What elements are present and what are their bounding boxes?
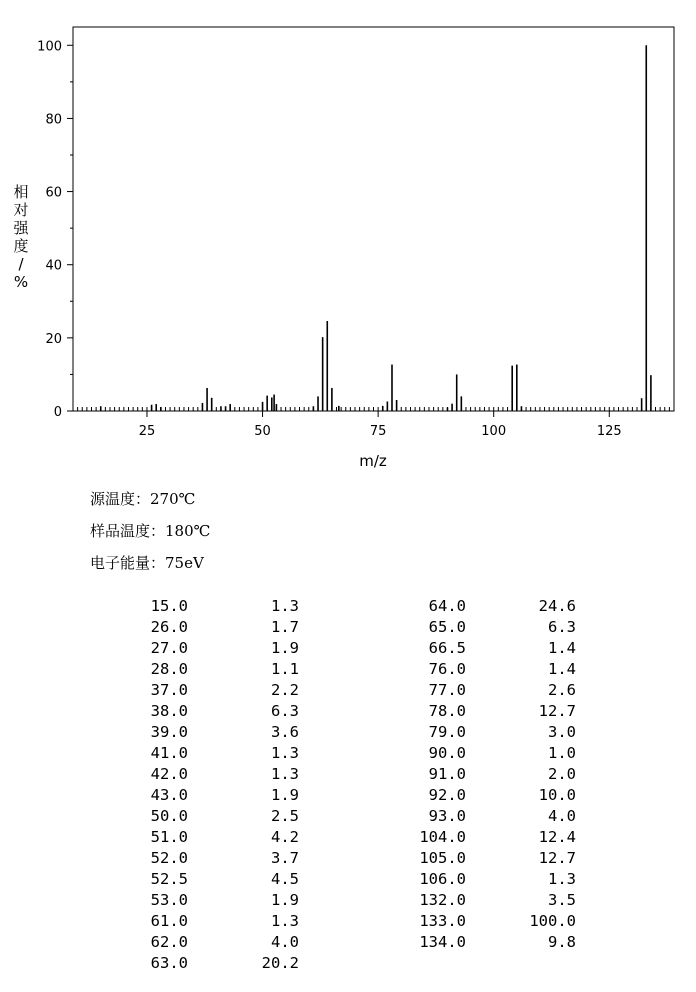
table-row	[0, 680, 696, 701]
mz-value: 77.0	[428, 681, 466, 699]
mz-value: 91.0	[428, 765, 466, 783]
intensity-value: 4.2	[271, 828, 299, 846]
intensity-value: 6.3	[548, 618, 576, 636]
x-tick-label: 100	[481, 424, 507, 439]
sample-temperature: 样品温度：180℃	[90, 522, 211, 540]
mz-value: 66.5	[428, 639, 466, 657]
electron-energy: 电子能量：75eV	[90, 554, 204, 572]
mz-value: 53.0	[150, 891, 188, 909]
intensity-value: 1.3	[271, 765, 299, 783]
x-minor-ticks	[73, 407, 674, 411]
table-row	[0, 806, 696, 827]
table-row	[0, 722, 696, 743]
intensity-value: 3.6	[271, 723, 299, 741]
intensity-value: 1.1	[271, 660, 299, 678]
table-row	[0, 764, 696, 785]
intensity-value: 3.0	[548, 723, 576, 741]
mz-value: 37.0	[150, 681, 188, 699]
table-row	[0, 743, 696, 764]
intensity-value: 4.0	[548, 807, 576, 825]
intensity-value: 1.9	[271, 639, 299, 657]
spectrum-peaks	[101, 45, 651, 411]
mz-value: 106.0	[419, 870, 466, 888]
intensity-value: 12.7	[538, 849, 576, 867]
mz-value: 52.5	[150, 870, 188, 888]
mz-value: 104.0	[419, 828, 466, 846]
table-row	[0, 953, 696, 974]
intensity-value: 1.4	[548, 639, 576, 657]
intensity-value: 2.0	[548, 765, 576, 783]
intensity-value: 1.0	[548, 744, 576, 762]
x-tick-label: 50	[254, 424, 271, 439]
mz-value: 26.0	[150, 618, 188, 636]
intensity-value: 10.0	[538, 786, 576, 804]
mz-value: 65.0	[428, 618, 466, 636]
intensity-value: 1.4	[548, 660, 576, 678]
y-tick-label: 100	[37, 39, 62, 55]
table-row	[0, 701, 696, 722]
mz-value: 78.0	[428, 702, 466, 720]
intensity-value: 3.7	[271, 849, 299, 867]
intensity-value: 1.9	[271, 891, 299, 909]
mz-value: 63.0	[150, 954, 188, 972]
mz-value: 92.0	[428, 786, 466, 804]
table-row	[0, 785, 696, 806]
intensity-value: 2.5	[271, 807, 299, 825]
x-tick-label: 25	[138, 424, 156, 439]
plot-frame	[73, 27, 674, 411]
mz-value: 15.0	[150, 597, 188, 615]
intensity-value: 1.7	[271, 618, 299, 636]
intensity-value: 12.7	[538, 702, 576, 720]
intensity-value: 2.6	[548, 681, 576, 699]
intensity-value: 100.0	[529, 912, 576, 930]
table-row	[0, 911, 696, 932]
intensity-value: 12.4	[538, 828, 576, 846]
mz-value: 90.0	[428, 744, 466, 762]
intensity-value: 20.2	[261, 954, 299, 972]
mz-value: 38.0	[150, 702, 188, 720]
intensity-value: 1.3	[271, 597, 299, 615]
y-tick-label: 40	[45, 258, 62, 274]
mz-value: 76.0	[428, 660, 466, 678]
intensity-value: 6.3	[271, 702, 299, 720]
source-temperature: 源温度：270℃	[90, 490, 196, 508]
mz-value: 52.0	[150, 849, 188, 867]
table-row	[0, 890, 696, 911]
intensity-value: 4.0	[271, 933, 299, 951]
y-tick-label: 20	[45, 331, 62, 347]
intensity-value: 9.8	[548, 933, 576, 951]
mz-value: 61.0	[150, 912, 188, 930]
table-row	[0, 659, 696, 680]
intensity-value: 2.2	[271, 681, 299, 699]
table-row	[0, 869, 696, 890]
mz-value: 133.0	[419, 912, 466, 930]
x-tick-label: 125	[596, 424, 622, 439]
mz-value: 79.0	[428, 723, 466, 741]
intensity-value: 4.5	[271, 870, 299, 888]
mz-value: 41.0	[150, 744, 188, 762]
mz-value: 132.0	[419, 891, 466, 909]
mz-value: 134.0	[419, 933, 466, 951]
mz-value: 43.0	[150, 786, 188, 804]
table-row	[0, 596, 696, 617]
table-row	[0, 932, 696, 953]
mz-value: 105.0	[419, 849, 466, 867]
peak-table	[0, 596, 696, 986]
mz-value: 28.0	[150, 660, 188, 678]
mz-value: 64.0	[428, 597, 466, 615]
table-row	[0, 827, 696, 848]
intensity-value: 3.5	[548, 891, 576, 909]
y-tick-label: 60	[45, 185, 62, 201]
x-axis-label: m/z	[359, 452, 387, 470]
x-axis-ticks	[139, 411, 622, 439]
mz-value: 27.0	[150, 639, 188, 657]
x-tick-label: 75	[369, 424, 387, 439]
mz-value: 62.0	[150, 933, 188, 951]
y-axis-ticks	[37, 39, 73, 420]
table-row	[0, 848, 696, 869]
intensity-value: 1.3	[271, 744, 299, 762]
mz-value: 93.0	[428, 807, 466, 825]
intensity-value: 1.3	[271, 912, 299, 930]
table-row	[0, 617, 696, 638]
y-tick-label: 80	[45, 112, 62, 128]
intensity-value: 1.3	[548, 870, 576, 888]
mass-spectrum-chart	[0, 0, 696, 480]
intensity-value: 1.9	[271, 786, 299, 804]
y-axis-label: 相对强度/ %	[13, 183, 29, 291]
y-tick-label: 0	[53, 405, 62, 420]
mz-value: 50.0	[150, 807, 188, 825]
mz-value: 51.0	[150, 828, 188, 846]
table-row	[0, 638, 696, 659]
mz-value: 39.0	[150, 723, 188, 741]
intensity-value: 24.6	[538, 597, 576, 615]
mz-value: 42.0	[150, 765, 188, 783]
